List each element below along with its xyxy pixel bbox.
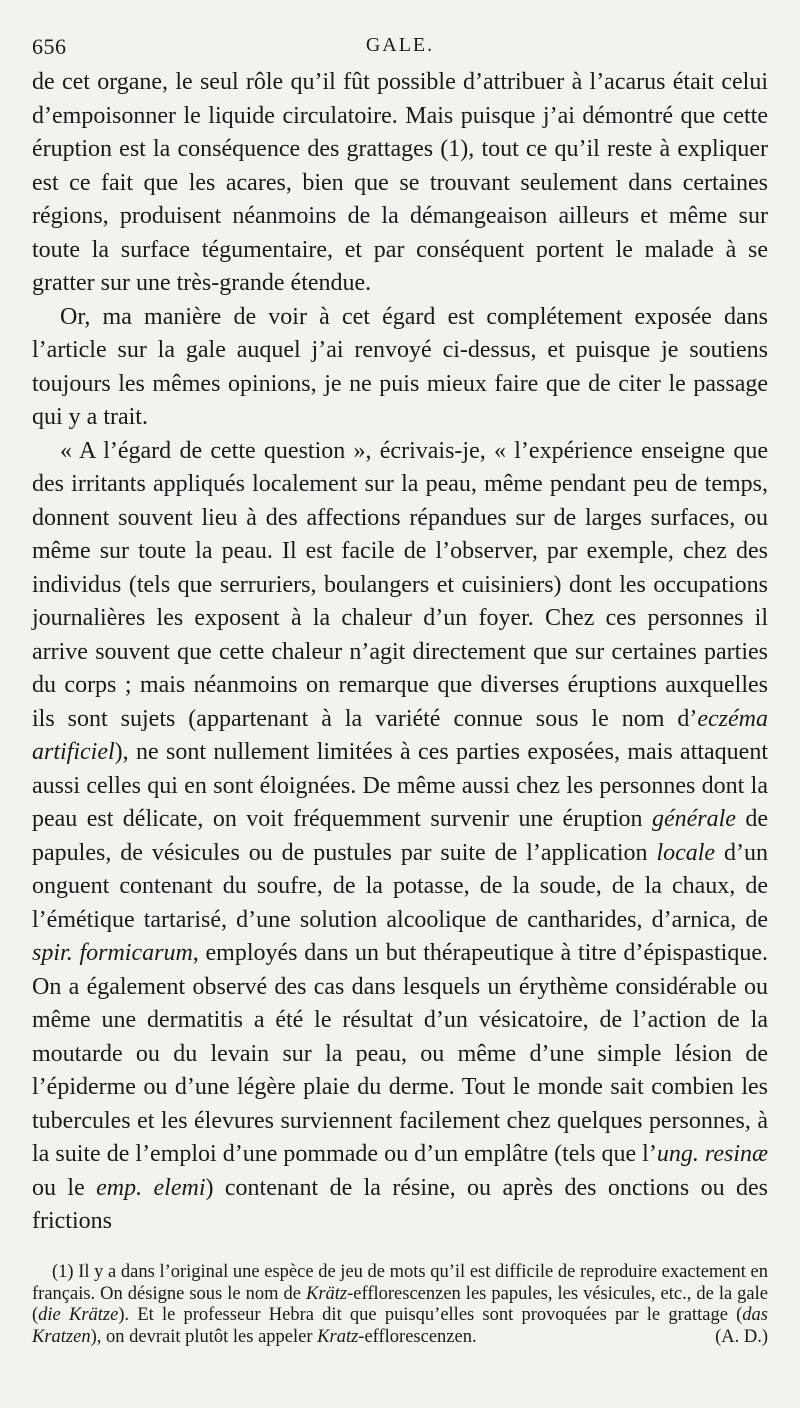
main-text <box>32 66 768 1239</box>
italic-text: spir. formicarum <box>32 940 193 966</box>
text-run: ). Et le professeur Hebra dit que puisqu’elles sont provoquées par le grattage ( <box>118 1305 743 1325</box>
text-run: -efflorescenzen les papules, les vésicules, etc., de la gale ( <box>32 1283 768 1325</box>
text-run: de cet organe, le seul rôle qu’il fût possible d’attribuer à l’acarus était celui d’empoisonner le liquide circulatoire. Mais puisque j’ai démontré que cette éruption est la conséquence des grattages (1), tout ce qu’il reste à expliquer est ce fait que les acares, bien que se trouvant seulement dans certaines régions, produisent néanmoins de la démangeaison ailleurs et même sur toute la surface tégumentaire, et par conséquent portent le malade à se gratter sur une très-grande étendue. <box>32 69 768 296</box>
italic-text: die Krätze <box>38 1305 119 1325</box>
page-header <box>32 28 768 62</box>
italic-text: Krätz <box>305 1283 348 1304</box>
text-run: -efflorescenzen. <box>358 1326 477 1347</box>
text-run: (1) Il y a dans l’original une espèce de jeu de mots qu’il est difficile de reproduire exactement en français. On désigne sous le nom de <box>32 1262 768 1304</box>
footnote-area <box>32 1262 768 1348</box>
text-run: Or, ma manière de voir à cet égard est complétement exposée dans l’article sur la gale auquel j’ai renvoyé ci-dessus, et puisque je soutiens toujours les mêmes opinions, je ne puis mieux faire que de citer le passage qui y a trait. <box>32 303 768 430</box>
italic-text: ung. resinæ <box>656 1141 768 1167</box>
text-run: , employés dans un but thérapeutique à titre d’épispastique. On a également observé des cas dans lesquels un érythème considérable ou même une dermatitis a été le résultat d’un vésicatoire, de l’action de la moutarde ou du levain sur la peau, ou même d’une simple lésion de l’épiderme ou d’une légère plaie du derme. Tout le monde sait combien les tubercules et les élevures surviennent facilement chez quelques personnes, à la suite de l’emploi d’une pommade ou d’un emplâtre (tels que l’ <box>32 940 768 1167</box>
italic-text: Kratz <box>317 1326 359 1347</box>
paragraph <box>32 66 768 301</box>
page-number: 656 <box>32 34 67 59</box>
paragraph <box>32 435 768 1239</box>
text-run: ), ne sont nullement limitées à ces parties exposées, mais attaquent aussi celles qui en sont éloignées. De même aussi chez les personnes dont la peau est délicate, on voit fréquemment survenir une éruption <box>32 739 768 832</box>
text-run: « A l’égard de cette question », écrivais-je, « l’expérience enseigne que des irritants appliqués localement sur la peau, même pendant peu de temps, donnent souvent lieu à des affections répandues sur de larges surfaces, ou même sur toute la peau. Il est facile de l’observer, par exemple, chez des individus (tels que serruriers, boulangers et cuisiniers) dont les occupations journalières les exposent à la chaleur d’un foyer. Chez ces personnes il arrive souvent que cette chaleur n’agit directement que sur certaines parties du corps ; mais néanmoins on remarque que diverses éruptions auxquelles ils sont sujets (appartenant à la variété connue sous le nom d’ <box>32 437 768 732</box>
italic-text: eczéma artificiel <box>32 705 768 765</box>
text-run: ) contenant de la résine, ou après des onctions ou des frictions <box>32 1174 768 1234</box>
running-title: GALE. <box>365 34 435 56</box>
text-run: ), on devrait plutôt les appeler <box>90 1326 318 1347</box>
italic-text: emp. elemi <box>96 1174 206 1201</box>
paragraph <box>32 301 768 435</box>
italic-text: locale <box>656 839 716 866</box>
italic-text: générale <box>651 806 736 832</box>
footnote-signature: (A. D.) <box>715 1326 768 1347</box>
footnote <box>32 1262 768 1348</box>
italic-text: das Kratzen <box>32 1305 768 1347</box>
text-run: ou le <box>32 1174 97 1201</box>
text-run: d’un onguent contenant du soufre, de la potasse, de la soude, de la chaux, de l’émétique tartarisé, d’une solution alcoolique de cantharides, d’arnica, de <box>32 839 768 933</box>
text-run: de papules, de vésicules ou de pustules par suite de l’application <box>32 806 768 866</box>
